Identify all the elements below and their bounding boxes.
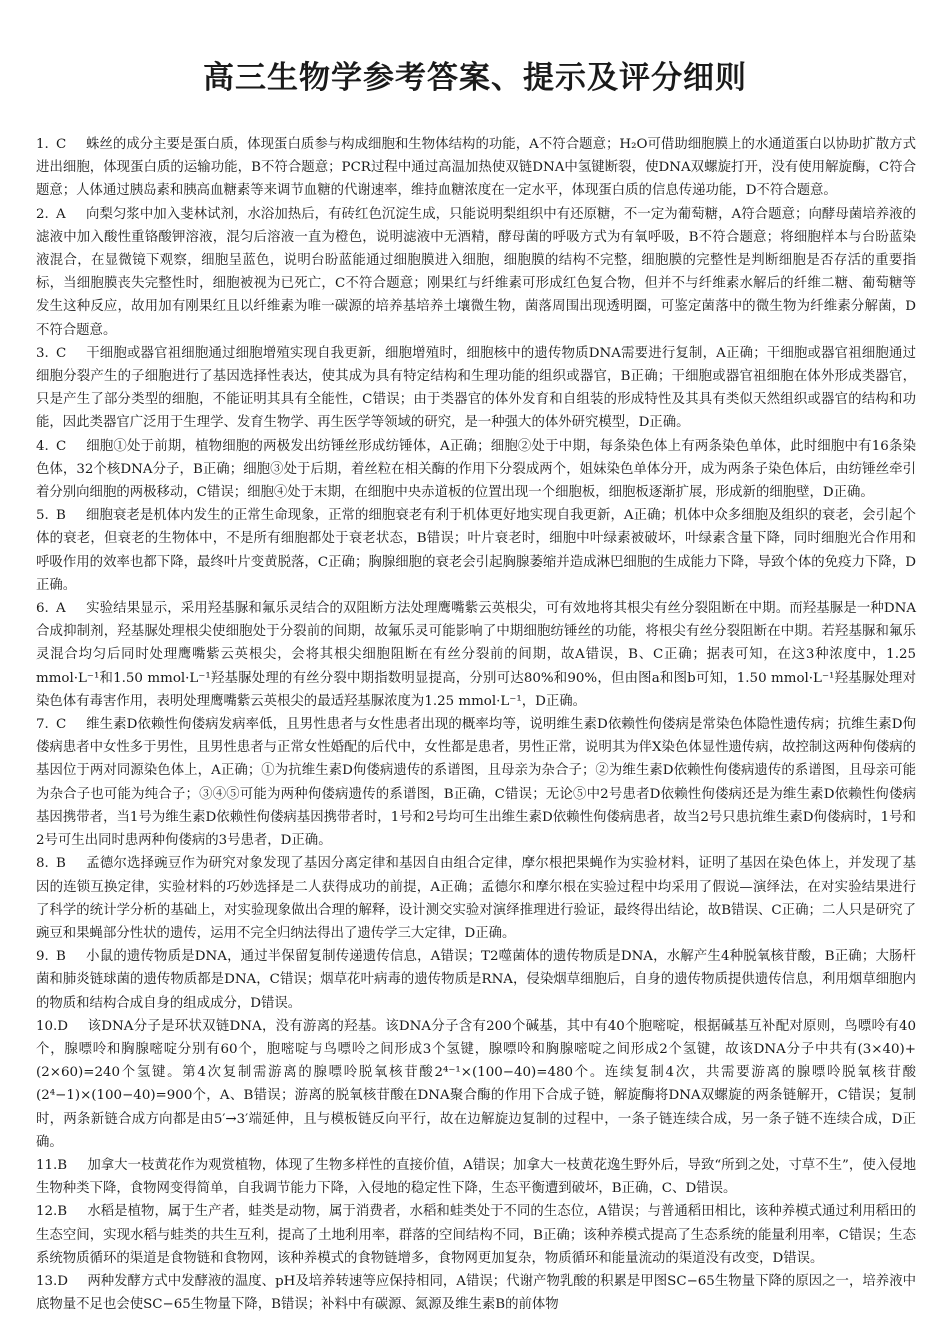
item-number: 9. — [36, 949, 49, 965]
item-number: 8. — [36, 856, 49, 872]
answer-item — [36, 597, 916, 713]
answer-item — [36, 203, 916, 342]
item-answer: D — [57, 1273, 69, 1289]
answer-item — [36, 1200, 916, 1270]
item-answer: C — [56, 717, 67, 733]
answer-item — [36, 435, 916, 505]
item-explanation: 小鼠的遗传物质是DNA，通过半保留复制传递遗传信息，A错误；T2噬菌体的遗传物质是DNA，水解产生4种脱氧核苷酸，B正确；大肠杆菌和肺炎链球菌的遗传物质都是DNA，C错误；烟草花叶病毒的遗传物质是RNA，侵染烟草细胞后，自身的遗传物质提供遗传信息，利用烟草细胞内的物质和结构合成自身的组成成分，D错误。 — [36, 949, 916, 1011]
item-number: 10. — [36, 1018, 58, 1034]
item-number: 3. — [36, 345, 49, 361]
item-answer: C — [56, 345, 67, 361]
answer-item — [36, 1270, 916, 1316]
item-explanation: 水稻是植物，属于生产者，蛙类是动物，属于消费者，水稻和蛙类处于不同的生态位，A错误；与普通稻田相比，该种养模式通过利用稻田的生态空间，实现水稻与蛙类的共生互利，提高了土地利用率，群落的空间结构不同，B正确；该种养模式提高了生态系统的能量利用率，C错误；生态系统物质循环的渠道是食物链和食物网，该种养模式的食物链增多，食物网更加复杂，物质循环和能量流动的渠道没有改变，D错误。 — [36, 1204, 916, 1266]
answer-item — [36, 342, 916, 435]
item-answer: B — [56, 508, 66, 524]
item-number: 11. — [36, 1157, 58, 1173]
answer-item — [36, 713, 916, 852]
item-explanation: 该DNA分子是环状双链DNA，没有游离的羟基。该DNA分子含有200个碱基，其中有40个胞嘧啶，根据碱基互补配对原则，鸟嘌呤有40个，腺嘌呤和胸腺嘧啶分别有60个，胞嘧啶与鸟嘌呤之间形成3个氢键，腺嘌呤和胸腺嘧啶之间形成2个氢键，故该DNA分子中共有(3×40)+(2×60)=240个氢键。第4次复制需游离的腺嘌呤脱氧核苷酸2⁴⁻¹×(100−40)=480个。连续复制4次，共需要游离的腺嘌呤脱氧核苷酸(2⁴−1)×(100−40)=900个，A、B错误；游离的脱氧核苷酸在DNA聚合酶的作用下合成子链，解旋酶将DNA双螺旋的两条链解开，C错误；复制时，两条新链合成方向都是由5′→3′端延伸，且与模板链反向平行，故在边解旋边复制的过程中，一条子链连续合成，另一条子链不连续合成，D正确。 — [36, 1018, 916, 1150]
item-number: 4. — [36, 438, 49, 454]
item-explanation: 细胞①处于前期，植物细胞的两极发出纺锤丝形成纺锤体，A正确；细胞②处于中期，每条染色体上有两条染色单体，此时细胞中有16条染色体，32个核DNA分子，B正确；细胞③处于后期，着丝粒在相关酶的作用下分裂成两个，姐妹染色单体分开，成为两条子染色体后，由纺锤丝牵引着分别向细胞的两极移动，C错误；细胞④处于末期，在细胞中央赤道板的位置出现一个细胞板，细胞板逐渐扩展，形成新的细胞壁，D正确。 — [36, 438, 916, 501]
answer-item — [36, 133, 916, 203]
item-answer: B — [57, 1204, 68, 1220]
item-explanation: 孟德尔选择豌豆作为研究对象发现了基因分离定律和基因自由组合定律，摩尔根把果蝇作为实验材料，证明了基因在染色体上，并发现了基因的连锁互换定律，实验材料的巧妙选择是二人获得成功的前提，A正确；孟德尔和摩尔根在实验过程中均采用了假说—演绎法，在对实验结果进行了科学的统计学分析的基础上，对实验现象做出合理的解释，设计测交实验对演绎推理进行验证，最终得出结论，故B错误、C正确；二人只是研究了豌豆和果蝇部分性状的遗传，运用不完全归纳法得出了遗传学三大定律，D正确。 — [36, 856, 916, 941]
item-explanation: 蛛丝的成分主要是蛋白质，体现蛋白质参与构成细胞和生物体结构的功能，A不符合题意；H₂O可借助细胞膜上的水通道蛋白以协助扩散方式进出细胞，体现蛋白质的运输功能，B不符合题意；PCR过程中通过高温加热使双链DNA中氢键断裂，使DNA双螺旋打开，没有使用解旋酶，C符合题意；人体通过胰岛素和胰高血糖素等来调节血糖的代谢速率，维持血糖浓度在一定水平，体现蛋白质的信息传递功能，D不符合题意。 — [36, 137, 916, 199]
item-number: 13. — [36, 1273, 58, 1289]
answer-item — [36, 1154, 916, 1200]
item-explanation: 加拿大一枝黄花作为观赏植物，体现了生物多样性的直接价值，A错误；加拿大一枝黄花逸生野外后，导致“所到之处，寸草不生”，使入侵地生物种类下降，食物网变得简单，自我调节能力下降，入侵地的稳定性下降，生态平衡遭到破坏，B正确，C、D错误。 — [36, 1157, 916, 1197]
item-answer: A — [56, 206, 66, 222]
item-number: 5. — [36, 508, 49, 524]
answer-item — [36, 1015, 916, 1154]
item-explanation: 实验结果显示，采用羟基脲和氟乐灵结合的双阻断方法处理鹰嘴紫云英根尖，可有效地将其根尖有丝分裂阻断在中期。而羟基脲是一种DNA合成抑制剂，羟基脲处理根尖使细胞处于分裂前的间期，故氟乐灵可能影响了中期细胞纺锤丝的功能，将根尖有丝分裂阻断在中期。若羟基脲和氟乐灵混合均匀后同时处理鹰嘴紫云英根尖，会将其根尖细胞阻断在有丝分裂前的间期，故A错误，B、C正确；据表可知，在这3种浓度中，1.25 mmol·L⁻¹和1.50 mmol·L⁻¹羟基脲处理的有丝分裂中期指数明显提高，分别可达80%和90%，但由图a和图b可知，1.50 mmol·L⁻¹羟基脲处理对染色体有毒害作用，表明处理鹰嘴紫云英根尖的最适羟基脲浓度为1.25 mmol·L⁻¹，D正确。 — [36, 601, 916, 709]
item-answer: C — [56, 438, 67, 454]
item-number: 7. — [36, 717, 49, 733]
answer-item — [36, 504, 916, 597]
answer-item — [36, 852, 916, 945]
item-answer: B — [56, 856, 66, 872]
item-explanation: 两种发酵方式中发酵液的温度、pH及培养转速等应保持相同，A错误；代谢产物乳酸的积累是甲图SC−65生物量下降的原因之一，培养液中底物量不足也会使SC−65生物量下降，B错误；补料中有碳源、氮源及维生素B的前体物 — [36, 1273, 916, 1313]
item-number: 1. — [36, 137, 49, 152]
item-explanation: 维生素D依赖性佝偻病发病率低，且男性患者与女性患者出现的概率均等，说明维生素D依赖性佝偻病是常染色体隐性遗传病；抗维生素D佝偻病患者中女性多于男性，且男性患者与正常女性婚配的后代中，女性都是患者，男性正常，说明其为伴X染色体显性遗传病，故控制这两种佝偻病的基因位于两对同源染色体上，A正确；①为抗维生素D佝偻病遗传的系谱图，且母亲为杂合子；②为维生素D依赖性佝偻病遗传的系谱图，且母亲可能为杂合子也可能为纯合子；③④⑤可能为两种佝偻病遗传的系谱图，B正确，C错误；无论⑤中2号患者D依赖性佝偻病还是为维生素D依赖性佝偻病基因携带者，当1号为维生素D依赖性佝偻病基因携带者时，1号和2号均可生出维生素D依赖性佝偻病患者，故当2号只患抗维生素D佝偻病时，1号和2号可生出同时患两种佝偻病的3号患者，D正确。 — [36, 717, 916, 849]
item-answer: B — [57, 1157, 68, 1173]
item-explanation: 细胞衰老是机体内发生的正常生命现象，正常的细胞衰老有利于机体更好地实现自我更新，A正确；机体中众多细胞及组织的衰老，会引起个体的衰老，但衰老的生物体中，不是所有细胞都处于衰老状态，B错误；叶片衰老时，细胞中叶绿素被破坏，叶绿素含量下降，同时细胞光合作用和呼吸作用的效率也都下降，最终叶片变黄脱落，C正确；胸腺细胞的衰老会引起胸腺萎缩并造成淋巴细胞的生成能力下降，导致个体的免疫力下降，D正确。 — [36, 508, 916, 593]
answer-item — [36, 945, 916, 1015]
item-answer: C — [56, 137, 67, 152]
item-explanation: 向梨匀浆中加入斐林试剂，水浴加热后，有砖红色沉淀生成，只能说明梨组织中有还原糖，不一定为葡萄糖，A符合题意；向酵母菌培养液的滤液中加入酸性重铬酸钾溶液，混匀后溶液一直为橙色，说明滤液中无酒精，酵母菌的呼吸方式为有氧呼吸，B不符合题意；将细胞样本与台盼蓝染液混合，在显微镜下观察，细胞呈蓝色，说明台盼蓝能通过细胞膜进入细胞，细胞膜的结构不完整，细胞膜的完整性是判断细胞是否存活的重要指标，当细胞膜丧失完整性时，细胞被视为已死亡，C不符合题意；刚果红与纤维素可形成红色复合物，但并不与纤维素水解后的纤维二糖、葡萄糖等发生这种反应，故用加有刚果红且以纤维素为唯一碳源的培养基培养土壤微生物，菌落周围出现透明圈，可鉴定菌落中的微生物为纤维素分解菌，D不符合题意。 — [36, 206, 916, 338]
item-explanation: 干细胞或器官祖细胞通过细胞增殖实现自我更新，细胞增殖时，细胞核中的遗传物质DNA需要进行复制，A正确；干细胞或器官祖细胞通过细胞分裂产生的子细胞进行了基因选择性表达，使其成为具有特定结构和生理功能的组织或器官，B正确；干细胞或器官祖细胞在体外形成类器官，只是产生了部分类型的细胞，不能证明其具有全能性，C错误；由于类器官的体外发育和自组装的形成特性及其具有类似天然组织或器官的结构和功能，因此类器官广泛用于生理学、发育生物学、再生医学等领域的研究，是一种强大的体外研究模型，D正确。 — [36, 345, 916, 431]
item-number: 12. — [36, 1204, 58, 1220]
item-number: 2. — [36, 206, 49, 222]
item-answer: D — [57, 1018, 69, 1034]
item-answer: B — [56, 949, 66, 965]
item-answer: A — [56, 601, 66, 617]
page-title: 高三生物学参考答案、提示及评分细则 — [203, 60, 747, 96]
answer-list — [36, 133, 916, 1316]
item-number: 6. — [36, 601, 49, 617]
